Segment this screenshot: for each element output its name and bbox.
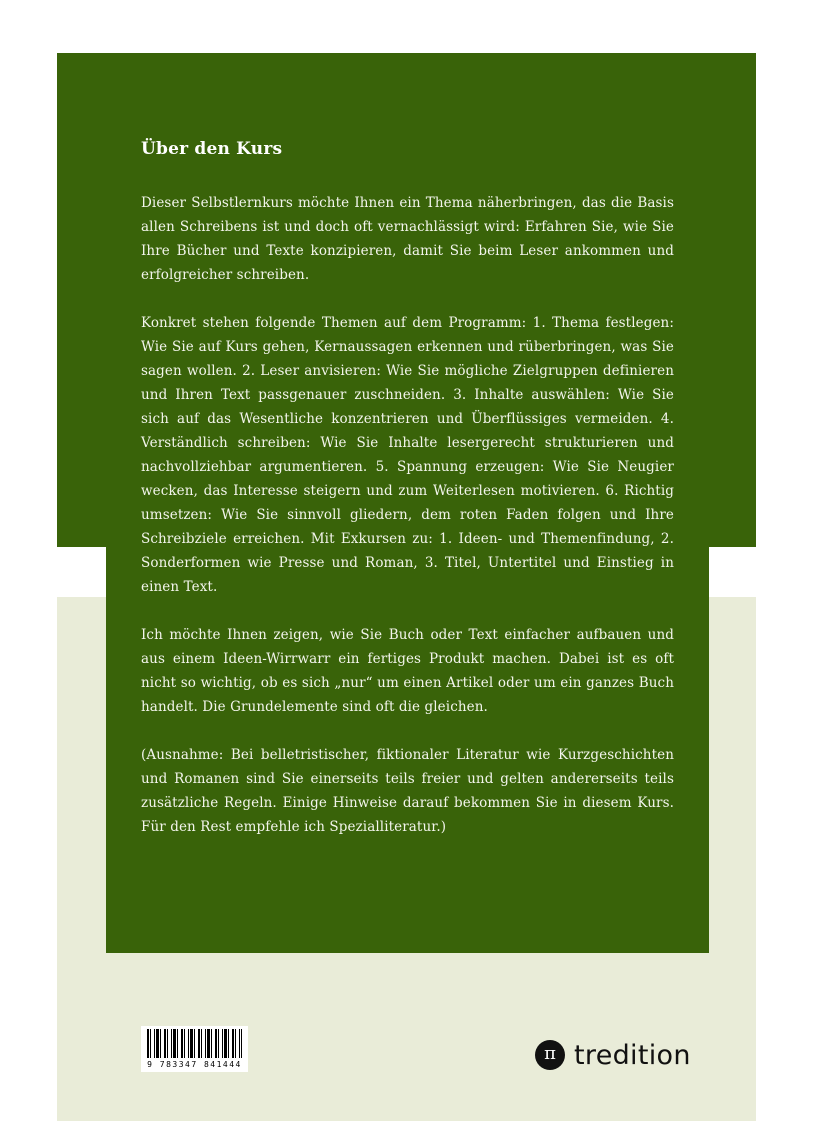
- paragraph-intro: Dieser Selbstlernkurs möchte Ihnen ein Thema näherbringen, das die Basis allen Schreibens ist und doch oft vernachlässigt wird: Erfahren Sie, wie Sie Ihre Bücher und Texte konzipieren, damit Sie beim Leser ankommen und erfolgreicher schreiben.: [141, 195, 674, 283]
- barcode-bars-icon: [147, 1029, 242, 1058]
- paragraph-exception: (Ausnahme: Bei belletristischer, fiktionaler Literatur wie Kurzgeschichten und Romanen sind Sie einerseits teils freier und gelten andererseits teils zusätzliche Regeln. Einige Hinweise darauf bekommen Sie in diesem Kurs. Für den Rest empfehle ich Spezialliteratur.): [141, 747, 674, 835]
- barcode-number: 9 783347 841444: [147, 1060, 242, 1069]
- paragraph-program: Konkret stehen folgende Themen auf dem Programm: 1. Thema festlegen: Wie Sie auf Kurs gehen, Kernaussagen erkennen und rüberbringen, was Sie sagen wollen. 2. Leser anvisieren: Wie Sie mögliche Zielgruppen definieren und Ihren Text passgenauer zuschneiden. 3. Inhalte auswählen: Wie Sie sich auf das Wesentliche konzentrieren und Überflüssiges vermeiden. 4. Verständlich schreiben: Wie Sie Inhalte lesergerecht strukturieren und nachvollziehbar argumentieren. 5. Spannung erzeugen: Wie Sie Neugier wecken, das Interesse steigern und zum Weiterlesen motivieren. 6. Richtig umsetzen: Wie Sie sinnvoll gliedern, dem roten Faden folgen und Ihre Schreibziele erreichen. Mit Exkursen zu: 1. Ideen- und Themenfindung, 2. Sonderformen wie Presse und Roman, 3. Titel, Untertitel und Einstieg in einen Text.: [141, 315, 674, 595]
- section-heading: Über den Kurs: [141, 139, 283, 159]
- tredition-logo-glyph: π: [544, 1043, 556, 1064]
- tredition-logo-icon: [535, 1040, 565, 1070]
- isbn-barcode: [141, 1026, 248, 1072]
- publisher-name: tredition: [574, 1039, 691, 1071]
- about-section: [141, 138, 674, 863]
- publisher-logo: [535, 1040, 691, 1070]
- paragraph-goal: Ich möchte Ihnen zeigen, wie Sie Buch oder Text einfacher aufbauen und aus einem Ideen-Wirrwarr ein fertiges Produkt machen. Dabei ist es oft nicht so wichtig, ob es sich „nur“ um einen Artikel oder um ein ganzes Buch handelt. Die Grundelemente sind oft die gleichen.: [141, 627, 674, 715]
